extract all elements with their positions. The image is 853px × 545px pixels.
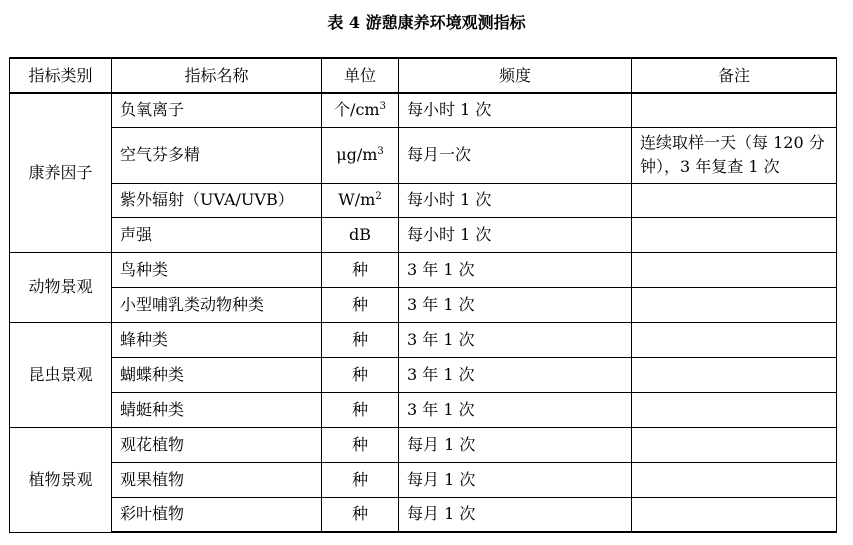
table-row: [10, 217, 837, 252]
table-title: 表 4 游憩康养环境观测指标: [327, 13, 526, 32]
frequency-cell: 每月 1 次: [399, 427, 632, 462]
frequency-cell: 每小时 1 次: [399, 183, 632, 217]
unit-cell: 种: [322, 357, 399, 392]
indicator-table: [9, 57, 837, 533]
frequency-cell: 每月 1 次: [399, 497, 632, 532]
frequency-cell: 每月 1 次: [399, 462, 632, 497]
table-row: [10, 287, 837, 322]
frequency-cell: 每小时 1 次: [399, 93, 632, 127]
note-cell: [632, 252, 837, 287]
table-row: [10, 252, 837, 287]
table-row: [10, 427, 837, 462]
table-row: [10, 93, 837, 127]
frequency-cell: 每小时 1 次: [399, 217, 632, 252]
frequency-cell: 3 年 1 次: [399, 287, 632, 322]
indicator-name-cell: 观果植物: [112, 462, 322, 497]
category-cell: 昆虫景观: [10, 322, 112, 427]
indicator-name-cell: 声强: [112, 217, 322, 252]
frequency-cell: 3 年 1 次: [399, 357, 632, 392]
note-cell: [632, 322, 837, 357]
unit-cell: 种: [322, 287, 399, 322]
table-row: [10, 183, 837, 217]
table-row: [10, 357, 837, 392]
unit-cell: 种: [322, 322, 399, 357]
header-note: 备注: [632, 58, 837, 93]
indicator-name-cell: 蝴蝶种类: [112, 357, 322, 392]
note-cell: [632, 93, 837, 127]
header-name: 指标名称: [112, 58, 322, 93]
frequency-cell: 3 年 1 次: [399, 392, 632, 427]
unit-cell: 种: [322, 392, 399, 427]
note-cell: [632, 392, 837, 427]
category-cell: 康养因子: [10, 93, 112, 252]
table-row: [10, 322, 837, 357]
unit-cell: 种: [322, 462, 399, 497]
indicator-name-cell: 观花植物: [112, 427, 322, 462]
header-unit: 单位: [322, 58, 399, 93]
table-row: [10, 127, 837, 183]
indicator-name-cell: 彩叶植物: [112, 497, 322, 532]
note-cell: 连续取样一天（每 120 分 钟），3 年复查 1 次: [632, 127, 837, 183]
indicator-name-cell: 蜻蜓种类: [112, 392, 322, 427]
unit-cell: 个$/cm^3$: [322, 93, 399, 127]
unit-cell: $\mu g/m^3$: [322, 127, 399, 183]
unit-cell: dB: [322, 217, 399, 252]
indicator-name-cell: 空气芬多精: [112, 127, 322, 183]
category-cell: 动物景观: [10, 252, 112, 322]
header-frequency: 频度: [399, 58, 632, 93]
note-cell: [632, 357, 837, 392]
unit-cell: $W/m^2$: [322, 183, 399, 217]
header-row: [10, 58, 837, 93]
note-cell: [632, 217, 837, 252]
indicator-name-cell: 鸟种类: [112, 252, 322, 287]
frequency-cell: 3 年 1 次: [399, 322, 632, 357]
indicator-name-cell: 紫外辐射（UVA/UVB）: [112, 183, 322, 217]
unit-cell: 种: [322, 497, 399, 532]
note-cell: [632, 183, 837, 217]
category-cell: 植物景观: [10, 427, 112, 532]
note-cell: [632, 497, 837, 532]
note-cell: [632, 287, 837, 322]
unit-cell: 种: [322, 252, 399, 287]
header-category: 指标类别: [10, 58, 112, 93]
frequency-cell: 3 年 1 次: [399, 252, 632, 287]
table-row: [10, 497, 837, 532]
indicator-name-cell: 小型哺乳类动物种类: [112, 287, 322, 322]
indicator-name-cell: 负氧离子: [112, 93, 322, 127]
indicator-name-cell: 蜂种类: [112, 322, 322, 357]
frequency-cell: 每月一次: [399, 127, 632, 183]
table-row: [10, 462, 837, 497]
note-cell: [632, 427, 837, 462]
note-cell: [632, 462, 837, 497]
unit-cell: 种: [322, 427, 399, 462]
table-row: [10, 392, 837, 427]
